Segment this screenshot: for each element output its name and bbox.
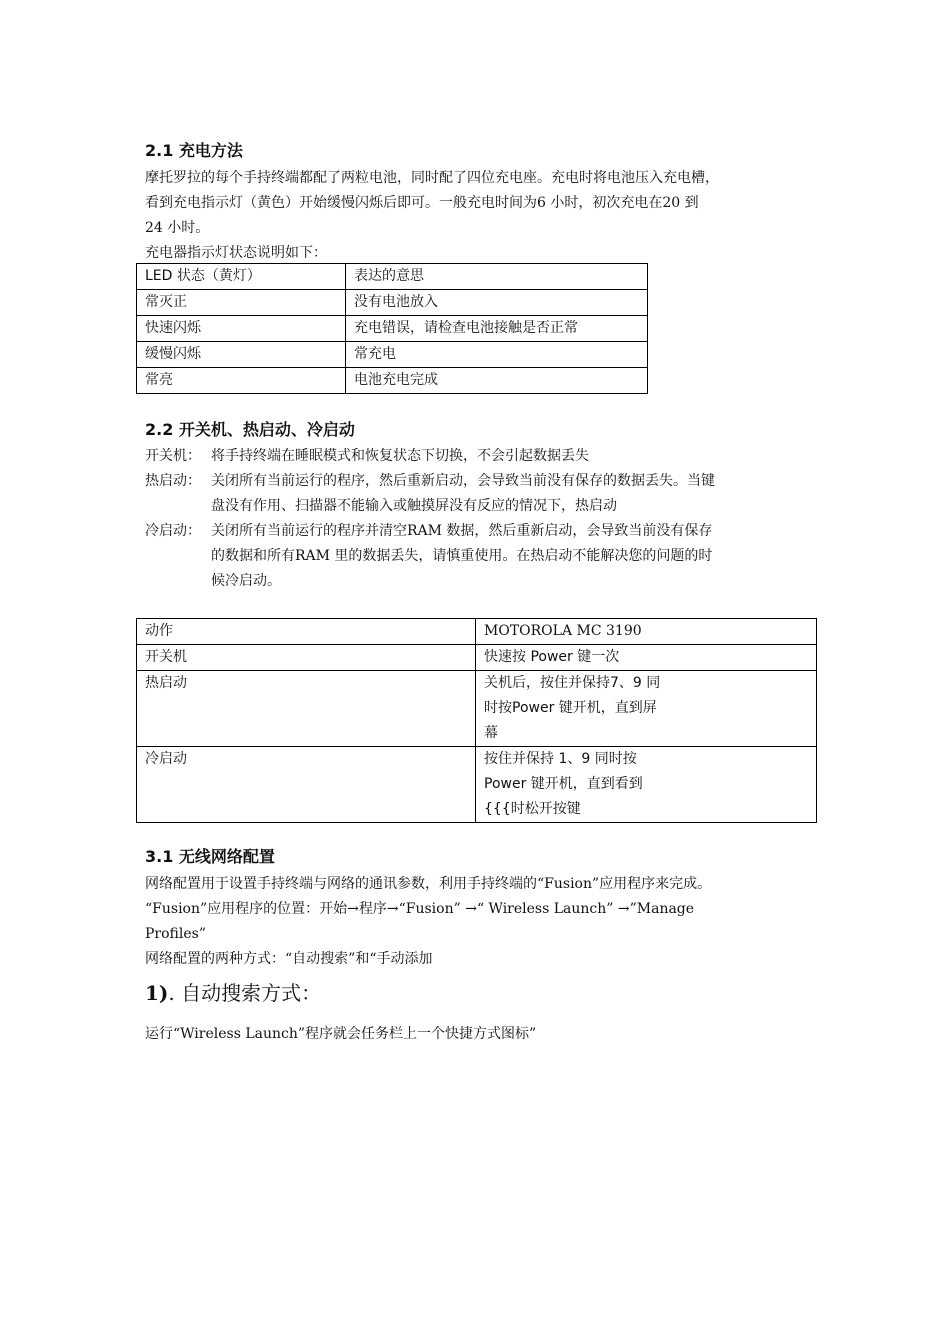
definition-line: 候冷启动。 <box>211 573 281 589</box>
section-2-1-heading: 2.1 充电方法 <box>145 141 243 160</box>
definition-term: 热启动： <box>145 473 201 489</box>
section-2-1-para-line2: 看到充电指示灯（黄色）开始缓慢闪烁后即可。一般充电时间为6 小时，初次充电在20 到 <box>145 195 699 211</box>
section-2-1-para-line1: 摩托罗拉的每个手持终端都配了两粒电池，同时配了四位充电座。充电时将电池压入充电槽， <box>145 170 719 186</box>
cell-line: 关机后，按住并保持7、9 同 <box>484 675 661 691</box>
definition-line: 盘没有作用、扫描器不能输入或触摸屏没有反应的情况下，热启动 <box>211 498 617 514</box>
definition-line: 将手持终端在睡眠模式和恢复状态下切换，不会引起数据丢失 <box>211 448 589 464</box>
cell-line: Power 键开机，直到看到 <box>484 776 643 792</box>
table-row <box>137 645 817 671</box>
section-3-1-heading: 3.1 无线网络配置 <box>145 847 275 866</box>
table-header-cell: LED 状态（黄灯） <box>137 264 346 290</box>
cell-line: {{{时松开按键 <box>484 801 581 817</box>
definition-text <box>211 444 811 469</box>
table-cell <box>476 671 817 747</box>
definition-text <box>211 469 811 519</box>
table-row <box>137 671 817 747</box>
subheading-text: . 自动搜索方式： <box>168 981 322 1005</box>
table-header-cell: 动作 <box>137 619 476 645</box>
section-3-1-line4: 网络配置的两种方式：“自动搜索”和“手动添加 <box>145 951 433 967</box>
subheading-number: 1) <box>145 981 169 1005</box>
table-cell: 开关机 <box>137 645 476 671</box>
table-header-row <box>137 264 648 290</box>
table-cell: 常亮 <box>137 368 346 394</box>
definition-line: 关闭所有当前运行的程序并清空RAM 数据，然后重新启动，会导致当前没有保存 <box>211 523 713 539</box>
cell-line: 幕 <box>484 725 498 741</box>
led-status-table <box>136 263 648 394</box>
table-cell: 常充电 <box>346 342 648 368</box>
definition-line: 的数据和所有RAM 里的数据丢失，请慎重使用。在热启动不能解决您的问题的时 <box>211 548 713 564</box>
table-row <box>137 368 648 394</box>
definition-term: 冷启动： <box>145 523 201 539</box>
table-cell: 冷启动 <box>137 747 476 823</box>
section-2-1-para-line3: 24 小时。 <box>145 220 210 236</box>
table-cell: 快速按 Power 键一次 <box>476 645 817 671</box>
table-header-cell: 表达的意思 <box>346 264 648 290</box>
table-header-row <box>137 619 817 645</box>
section-3-1-last-line: 运行“Wireless Launch”程序就会任务栏上一个快捷方式图标” <box>145 1026 537 1042</box>
table-intro: 充电器指示灯状态说明如下： <box>145 245 327 261</box>
table-cell: 充电错误，请检查电池接触是否正常 <box>346 316 648 342</box>
table-row <box>137 316 648 342</box>
table-cell <box>476 747 817 823</box>
definition-text <box>211 519 811 594</box>
table-cell: 电池充电完成 <box>346 368 648 394</box>
definition-line: 关闭所有当前运行的程序，然后重新启动，会导致当前没有保存的数据丢失。当键 <box>211 473 715 489</box>
cell-line: 时按Power 键开机，直到屏 <box>484 700 657 716</box>
table-cell: 没有电池放入 <box>346 290 648 316</box>
table-cell: 常灭正 <box>137 290 346 316</box>
subheading-auto-search <box>145 980 321 1006</box>
table-cell: 热启动 <box>137 671 476 747</box>
table-row <box>137 342 648 368</box>
section-2-2-heading: 2.2 开关机、热启动、冷启动 <box>145 420 355 439</box>
table-header-cell: MOTOROLA MC 3190 <box>476 619 817 645</box>
section-3-1-line3: Profiles” <box>145 926 206 942</box>
table-row <box>137 747 817 823</box>
section-3-1-line1: 网络配置用于设置手持终端与网络的通讯参数，利用手持终端的“Fusion”应用程序来完成。 <box>145 876 712 892</box>
table-cell: 缓慢闪烁 <box>137 342 346 368</box>
definition-term: 开关机： <box>145 448 201 464</box>
cell-line: 按住并保持 1、9 同时按 <box>484 751 637 767</box>
boot-actions-table <box>136 618 817 823</box>
table-cell: 快速闪烁 <box>137 316 346 342</box>
section-3-1-line2: “Fusion”应用程序的位置：开始→程序→“Fusion” →“ Wireless Launch” →”Manage <box>145 901 695 917</box>
table-row <box>137 290 648 316</box>
